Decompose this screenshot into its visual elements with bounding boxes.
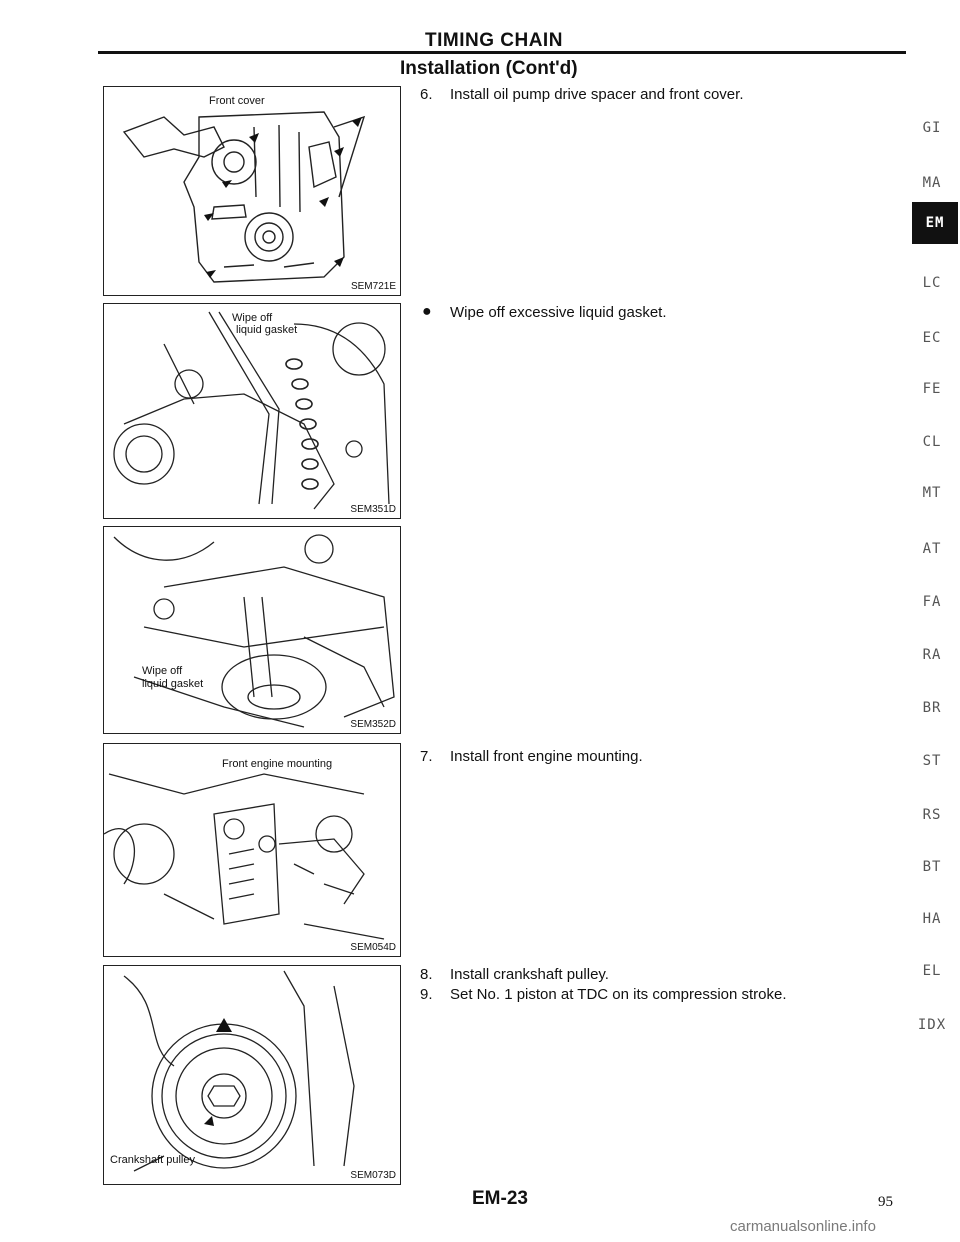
step-number: 7. bbox=[420, 748, 433, 765]
figure-label: Front engine mounting bbox=[222, 758, 333, 770]
front-cover-drawing bbox=[104, 87, 400, 295]
page-code: EM-23 bbox=[472, 1188, 528, 1209]
step-text: Install crankshaft pulley. bbox=[450, 966, 609, 983]
gasket-chain-drawing bbox=[104, 304, 400, 518]
side-tab-lc[interactable]: LC bbox=[922, 275, 942, 291]
page-number: 95 bbox=[878, 1194, 893, 1210]
figure-front-engine-mounting bbox=[103, 743, 401, 957]
figure-label: Wipe off bbox=[142, 665, 183, 677]
section-title: Installation (Cont'd) bbox=[400, 58, 578, 79]
figure-wipe-gasket-1 bbox=[103, 303, 401, 519]
side-tab-rs[interactable]: RS bbox=[922, 807, 942, 823]
side-tab-idx[interactable]: IDX bbox=[917, 1017, 947, 1033]
step-text: Set No. 1 piston at TDC on its compression stroke. bbox=[450, 986, 787, 1003]
crankshaft-pulley-drawing bbox=[104, 966, 400, 1184]
figure-label: liquid gasket bbox=[142, 678, 204, 690]
step-number: 9. bbox=[420, 986, 433, 1003]
side-tab-ra[interactable]: RA bbox=[922, 647, 942, 663]
side-tab-cl[interactable]: CL bbox=[922, 434, 942, 450]
side-tab-ma[interactable]: MA bbox=[922, 175, 942, 191]
header-rule bbox=[98, 51, 906, 54]
bullet-symbol: ● bbox=[422, 303, 432, 320]
side-tab-st[interactable]: ST bbox=[922, 753, 942, 769]
side-tab-ec[interactable]: EC bbox=[922, 330, 942, 346]
figure-code: SEM073D bbox=[350, 1170, 396, 1181]
side-tab-fa[interactable]: FA bbox=[922, 594, 942, 610]
step-text: Install oil pump drive spacer and front cover. bbox=[450, 86, 744, 103]
side-tab-el[interactable]: EL bbox=[922, 963, 942, 979]
side-tab-at[interactable]: AT bbox=[922, 541, 942, 557]
oil-pan-drawing bbox=[104, 527, 400, 733]
figure-label: liquid gasket bbox=[236, 324, 298, 336]
side-tab-fe[interactable]: FE bbox=[922, 381, 942, 397]
side-tab-mt[interactable]: MT bbox=[922, 485, 942, 501]
figure-code: SEM721E bbox=[350, 281, 396, 292]
figure-crankshaft-pulley bbox=[103, 965, 401, 1185]
figure-wipe-gasket-2 bbox=[103, 526, 401, 734]
figure-label: Front cover bbox=[209, 95, 265, 107]
figure-label: Wipe off bbox=[232, 312, 273, 324]
side-tab-bt[interactable]: BT bbox=[922, 859, 942, 875]
figure-code: SEM054D bbox=[350, 942, 396, 953]
side-tab-em[interactable]: EM bbox=[912, 202, 958, 244]
figure-label: Crankshaft pulley bbox=[110, 1154, 195, 1166]
side-tab-ha[interactable]: HA bbox=[922, 911, 942, 927]
engine-mounting-drawing bbox=[104, 744, 400, 956]
figure-code: SEM352D bbox=[350, 719, 396, 730]
side-tab-br[interactable]: BR bbox=[922, 700, 942, 716]
watermark: carmanualsonline.info bbox=[730, 1218, 876, 1235]
step-text: Install front engine mounting. bbox=[450, 748, 643, 765]
bullet-text: Wipe off excessive liquid gasket. bbox=[450, 304, 667, 321]
figure-front-cover bbox=[103, 86, 401, 296]
side-tab-gi[interactable]: GI bbox=[922, 120, 942, 136]
figure-code: SEM351D bbox=[350, 504, 396, 515]
page-header-title: TIMING CHAIN bbox=[425, 30, 563, 51]
step-number: 6. bbox=[420, 86, 433, 103]
step-number: 8. bbox=[420, 966, 433, 983]
